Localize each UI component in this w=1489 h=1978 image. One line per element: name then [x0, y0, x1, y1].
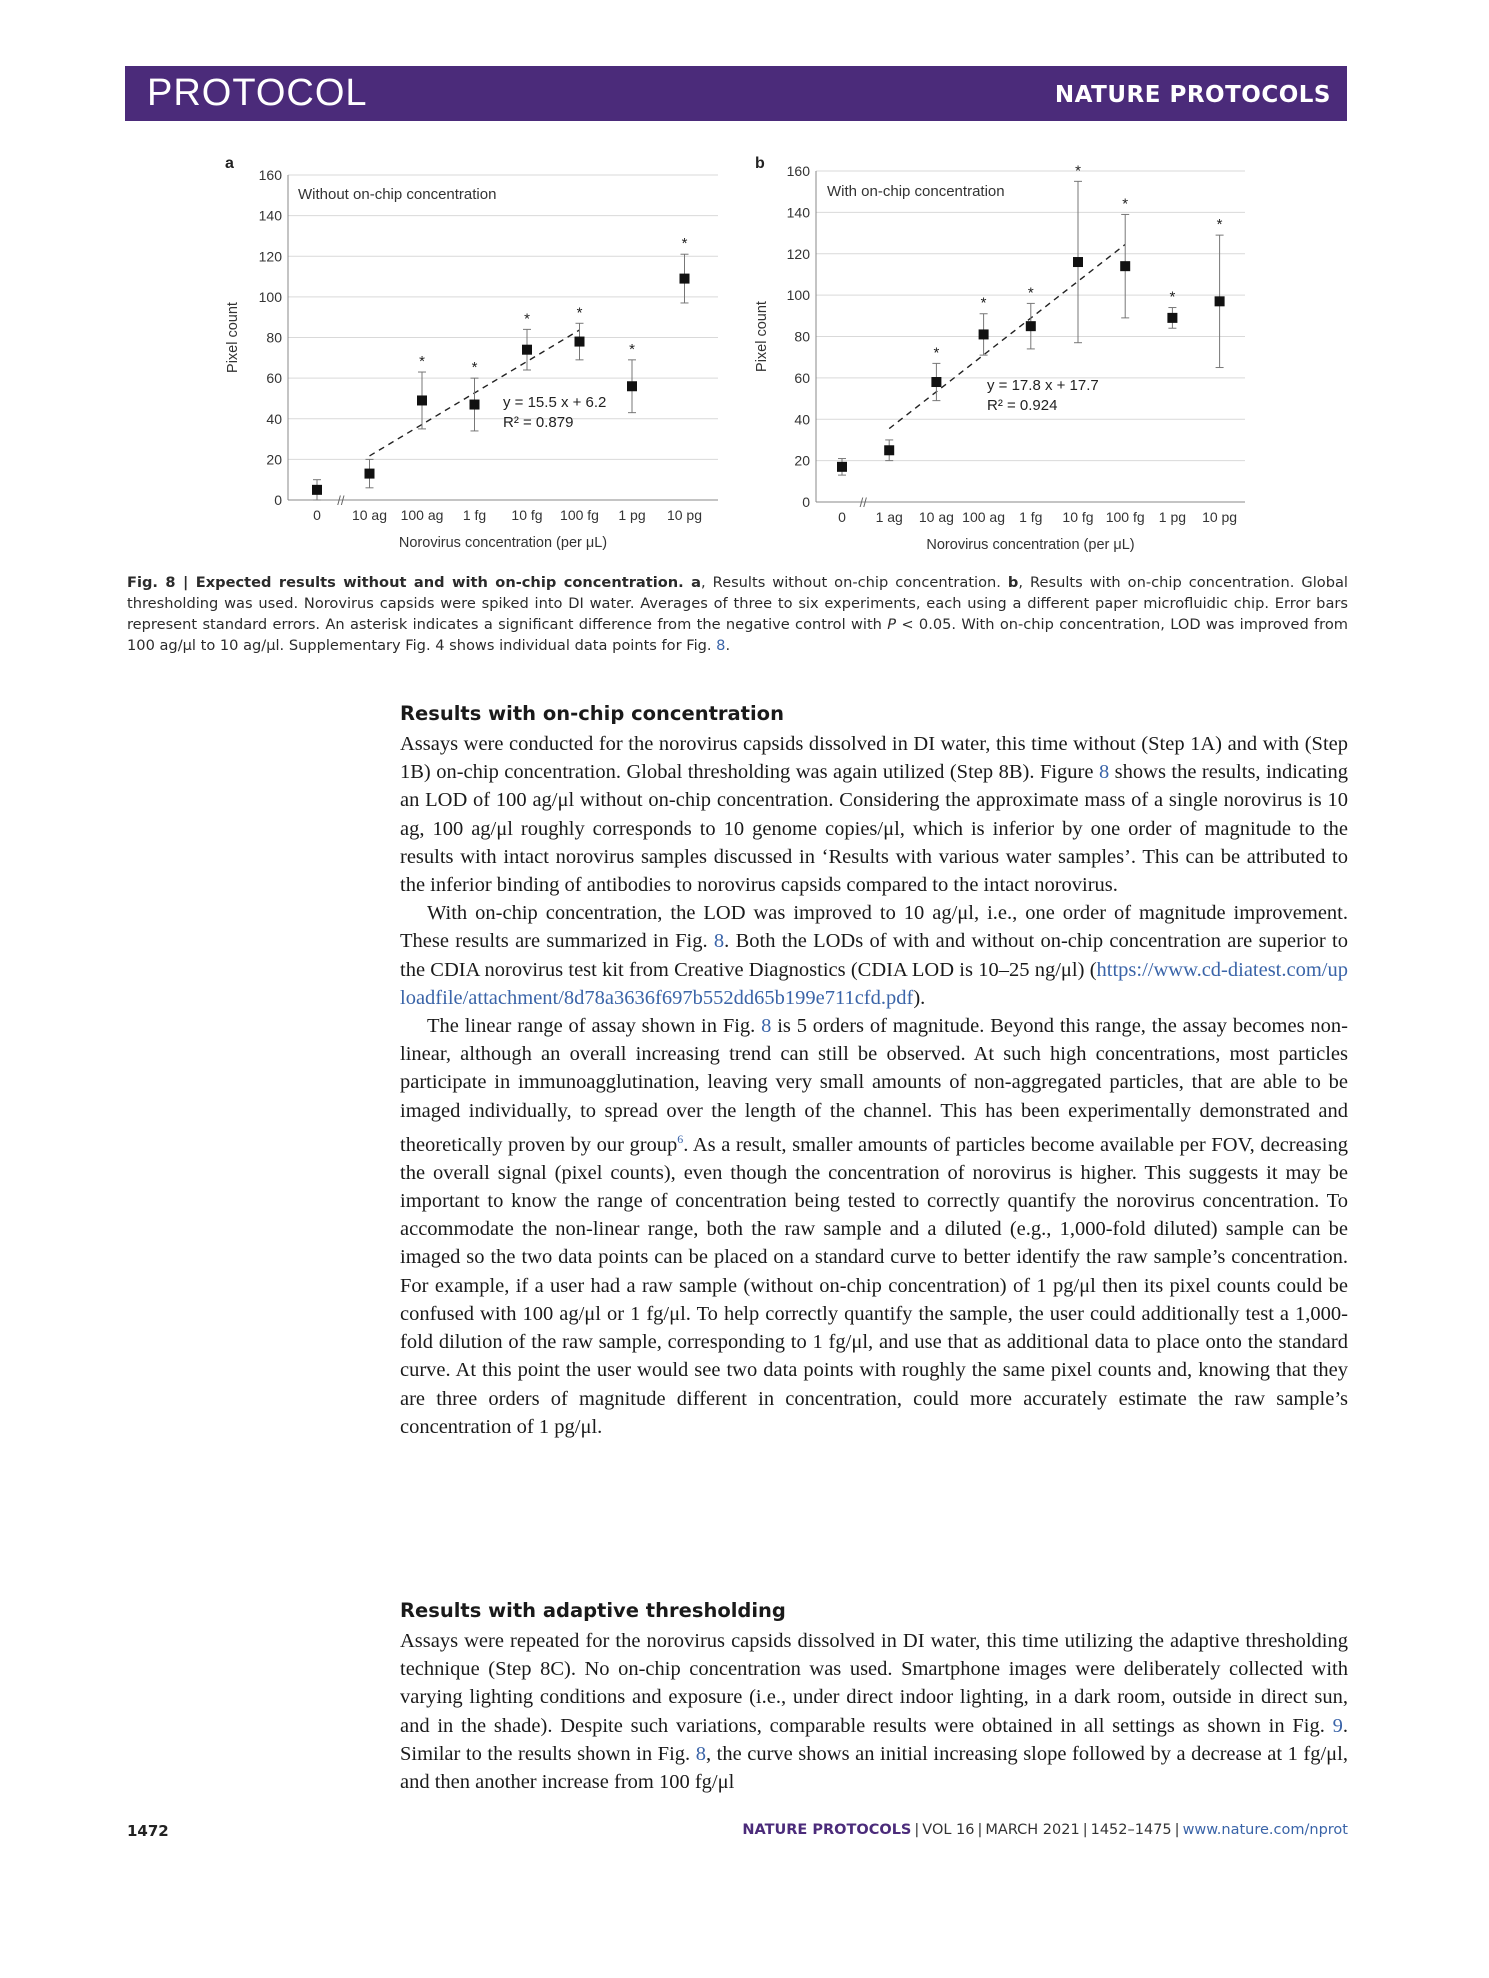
x-tick-label: 100 fg [560, 507, 599, 523]
data-point [575, 337, 585, 347]
figure-9-link[interactable]: 9 [1332, 1714, 1343, 1737]
significance-asterisk: * [629, 340, 635, 358]
caption-text: . [725, 637, 731, 654]
significance-asterisk: * [1216, 216, 1223, 234]
significance-asterisk: * [576, 304, 583, 322]
data-point [1073, 257, 1083, 267]
y-tick-label: 100 [786, 287, 810, 304]
data-point [837, 462, 847, 472]
data-point [1215, 296, 1225, 306]
data-point [680, 274, 690, 284]
significance-asterisk: * [419, 353, 425, 371]
caption-text: , Results without on-chip concentration. [700, 574, 1008, 591]
data-point [470, 400, 480, 410]
significance-asterisk: * [933, 344, 940, 362]
paragraph: The linear range of assay shown in Fig. 8 is 5 orders of magnitude. Beyond this range, the assay becomes non-linear, although an overall increasing trend can still be observed. At such high concentrations, most particles participate in immunoagglutination, leaving very small amounts of non-aggregated particles, that are able to be imaged individually, to spread over the length of the channel. This has been experimentally demonstrated and theoretically proven by our group$^6$. As a result, smaller amounts of particles become available per FOV, decreasing the overall signal (pixel counts), even though the concentration of norovirus is higher. This suggests it may be important to know the range of concentration being tested to correctly quantify the norovirus concentration. To accommodate the non-linear range, both the raw sample and a diluted (e.g., 1,000-fold diluted) sample can be imaged so the two data points can be placed on a standard curve to better identify the raw sample’s concentration. For example, if a user had a raw sample (without on-chip concentration) of 1 pg/μl then its pixel counts could be confused with 100 ag/μl or 1 fg/μl. To help correctly quantify the sample, the user could additionally test a 1,000-fold dilution of the raw sample, corresponding to 1 fg/μl, and use that as additional data to place onto the standard curve. At this point the user would see two data points with roughly the same pixel counts and, knowing that they are three orders of magnitude different in concentration, could more accurately estimate the raw sample’s concentration of 1 pg/μl. [400, 1015, 1348, 1438]
figure-8-link[interactable]: 8 [716, 637, 726, 654]
y-tick-label: 20 [266, 451, 282, 468]
x-tick-label: 100 ag [962, 509, 1006, 525]
y-axis-label: Pixel count [225, 302, 241, 373]
x-axis-label: Norovirus concentration (per μL) [398, 535, 608, 551]
data-point [627, 381, 637, 391]
journal-name-header: NATURE PROTOCOLS [1054, 82, 1331, 108]
x-tick-label: 10 ag [351, 507, 388, 523]
caption-text: < 0.05. With on-chip concentration, LOD was improved from 100 ag/μl to 10 ag/μl. Supplementary Fig. 4 shows individual data points for Fig. [127, 616, 1348, 654]
significance-asterisk: * [681, 235, 688, 253]
y-tick-label: 140 [258, 207, 282, 224]
x-tick-label: 10 pg [1202, 509, 1238, 525]
x-tick-label: 100 fg [1105, 509, 1145, 525]
chart-panel-b [754, 162, 1245, 553]
data-point [884, 445, 894, 455]
data-point [1120, 261, 1130, 271]
data-point [1026, 321, 1036, 331]
caption-heading: Fig. 8 | Expected results without and with on-chip concentration. [127, 574, 684, 591]
x-tick-label: 0 [838, 509, 846, 525]
footer-citation: NATURE PROTOCOLS | VOL 16 | MARCH 2021 | 1452–1475 | www.nature.com/nprot [742, 1822, 1348, 1838]
footer-volume: VOL 16 [922, 1822, 975, 1838]
data-point [312, 485, 322, 495]
y-tick-label: 120 [258, 248, 282, 265]
figure-caption [127, 572, 1348, 656]
significance-asterisk: * [1122, 195, 1129, 213]
figure-8-link[interactable]: 8 [761, 1015, 772, 1038]
y-tick-label: 80 [794, 328, 810, 345]
x-tick-label: 10 fg [511, 507, 543, 523]
fit-r-squared: R² = 0.879 [503, 414, 574, 431]
y-tick-label: 20 [794, 452, 810, 469]
paragraph: With on-chip concentration, the LOD was improved to 10 ag/μl, i.e., one order of magnitude improvement. These results are summarized in Fig. 8. Both the LODs of with and without on-chip concentration are superior to the CDIA norovirus test kit from Creative Diagnostics (CDIA LOD is 10–25 ng/μl) (https://www.cd-diatest.com/uploadfile/attachment/8d78a3636f697b552dd65b199e711cfd.pdf). [400, 902, 1348, 1009]
x-tick-label: 10 fg [1062, 509, 1094, 525]
chart-annotation: With on-chip concentration [827, 183, 1005, 200]
significance-asterisk: * [1169, 288, 1176, 306]
section-heading-adaptive: Results with adaptive thresholding [400, 1599, 786, 1622]
panel-b-label: b [755, 155, 765, 172]
figure-8 [0, 0, 1489, 560]
x-axis-label: Norovirus concentration (per μL) [926, 537, 1135, 553]
caption-text: , Results with on-chip concentration. Global thresholding was used. Norovirus capsids were spiked into DI water. Averages of three to six experiments, each using a different paper microfluidic chip. Error bars represent standard errors. An asterisk indicates a significant difference from the negative control with [127, 574, 1348, 633]
chart-annotation: Without on-chip concentration [298, 186, 497, 203]
footer-date: MARCH 2021 [985, 1822, 1080, 1838]
y-tick-label: 60 [794, 369, 810, 386]
figure-8-link[interactable]: 8 [713, 930, 725, 953]
significance-asterisk: * [471, 359, 478, 377]
panel-a-label: a [225, 155, 234, 172]
chart-panel-a [225, 167, 718, 551]
footer-journal: NATURE PROTOCOLS [742, 1822, 912, 1838]
paragraph: Assays were conducted for the norovirus capsids dissolved in DI water, this time without (Step 1A) and with (Step 1B) on-chip concentration. Global thresholding was again utilized (Step 8B). Figure 8 shows the results, indicating an LOD of 100 ag/μl without on-chip concentration. Considering the approximate mass of a single norovirus is 10 ag, 100 ag/μl roughly corresponds to 10 genome copies/μl, which is inferior by one order of magnitude to the results with intact norovirus samples discussed in ‘Results with various water samples’. This can be attributed to the inferior binding of antibodies to norovirus capsids compared to the intact norovirus. [400, 733, 1348, 897]
y-tick-label: 60 [266, 370, 282, 387]
x-tick-label: 1 pg [1158, 509, 1187, 525]
fit-equation: y = 17.8 x + 17.7 [987, 377, 1099, 394]
significance-asterisk: * [1075, 162, 1081, 180]
paragraph: Assays were repeated for the norovirus capsids dissolved in DI water, this time utilizing the adaptive thresholding technique (Step 8C). No on-chip concentration was used. Smartphone images were deliberately collected with varying lighting conditions and exposure (i.e., under direct indoor lighting, in a dark room, outside in direct sun, and in the shade). Despite such variations, comparable results were obtained in all settings as shown in Fig. 9. Similar to the results shown in Fig. 8, the curve shows an initial increasing slope followed by a decrease at 1 fg/μl, and then another increase from 100 fg/μl [400, 1630, 1348, 1794]
axis-break-mark: // [859, 495, 867, 510]
footer-pages: 1452–1475 [1090, 1822, 1172, 1838]
fit-equation: y = 15.5 x + 6.2 [503, 394, 607, 411]
figure-8-link[interactable]: 8 [1098, 761, 1110, 784]
section-body-on-chip [400, 730, 1348, 1441]
section-body-adaptive [400, 1627, 1348, 1796]
data-point [1167, 313, 1177, 323]
data-point [979, 329, 989, 339]
significance-asterisk: * [524, 310, 530, 328]
reference-6-link[interactable]: 6 [677, 1131, 684, 1146]
axis-break-mark: // [337, 493, 345, 508]
data-point [365, 469, 375, 479]
y-tick-label: 120 [786, 245, 810, 262]
fit-r-squared: R² = 0.924 [987, 397, 1058, 414]
section-type-label: PROTOCOL [147, 72, 368, 114]
data-point [417, 395, 427, 405]
x-tick-label: 1 fg [1019, 509, 1043, 525]
y-tick-label: 40 [794, 411, 810, 428]
data-point [931, 377, 941, 387]
x-tick-label: 100 ag [400, 507, 444, 523]
y-tick-label: 100 [258, 288, 282, 305]
y-tick-label: 80 [266, 329, 282, 346]
caption-panel-a: a [683, 574, 701, 591]
x-tick-label: 1 fg [462, 507, 487, 523]
significance-asterisk: * [1027, 284, 1034, 302]
caption-p-symbol: P [887, 616, 897, 633]
y-axis-label: Pixel count [754, 301, 770, 372]
significance-asterisk: * [980, 294, 987, 312]
x-tick-label: 0 [313, 507, 321, 523]
data-point [522, 345, 532, 355]
y-tick-label: 140 [786, 204, 810, 221]
x-tick-label: 10 ag [918, 509, 954, 525]
footer-url-link[interactable]: www.nature.com/nprot [1182, 1822, 1348, 1838]
y-tick-label: 0 [274, 492, 282, 508]
y-tick-label: 0 [802, 494, 810, 510]
x-tick-label: 1 ag [875, 509, 903, 525]
caption-panel-b: b [1007, 574, 1019, 591]
cdia-url-link[interactable]: https://www.cd-diatest.com/uploadfile/attachment/8d78a3636f697b552dd65b199e711cfd.pdf [400, 958, 1348, 1009]
y-tick-label: 160 [786, 163, 810, 179]
y-tick-label: 40 [266, 410, 282, 427]
x-tick-label: 10 pg [666, 507, 703, 523]
figure-8-link[interactable]: 8 [695, 1742, 706, 1765]
x-tick-label: 1 pg [618, 507, 646, 523]
page-number: 1472 [127, 1822, 169, 1840]
section-heading-on-chip: Results with on-chip concentration [400, 702, 784, 725]
y-tick-label: 160 [258, 167, 282, 183]
